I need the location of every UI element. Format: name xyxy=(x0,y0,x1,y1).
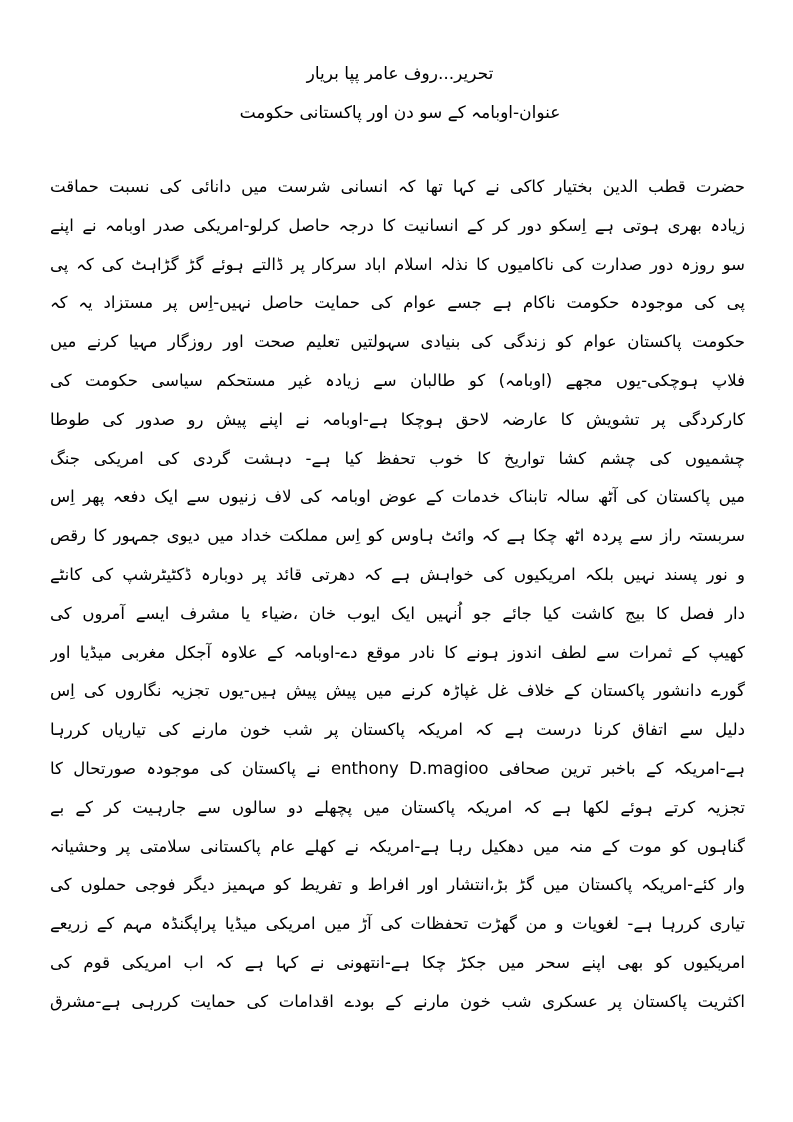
body-line-4: پی کی موجودہ حکومت ناکام ہے جسے عوام کی حمایت حاصل نہیں-اِس پر مستزاد یہ کہ xyxy=(50,293,745,313)
body-line-15: دلیل سے اتفاق کرنا درست ہے کہ امریکہ پاکستان پر شب خون مارنے کی تیاریاں کررہا xyxy=(50,720,745,740)
body-line-10: سربستہ راز سے پردہ اٹھ چکا ہے کہ وائٹ ہاوس کو اِس مملکت خداد میں دیوی جمہور کا رقص xyxy=(50,526,745,546)
body-line-11: و نور پسند نہیں بلکہ امریکیوں کی خواہش ہے کہ دھرتی قائد پر دوبارہ ڈکٹیٹرشپ کی کانٹے xyxy=(50,564,745,584)
author-line: تحریر...روف عامر پپا بریار xyxy=(306,64,494,84)
body-line-19: وار کئے-امریکہ پاکستان میں گڑ بڑ،انتشار اور افراط و تفریط کو مہمیز دیگر فوجی حملوں کی xyxy=(50,875,745,895)
body-line-17: تجزیہ کرتے ہوئے لکھا ہے کہ امریکہ پاکستان میں پچھلے دو سالوں سے جارہیت کر کے بے xyxy=(50,797,745,817)
body-line-13: کھیپ کے ثمرات سے لطف اندوز ہونے کا نادر موقع دے-اوبامہ کے علاوہ آجکل مغربی میڈیا اور xyxy=(50,642,745,662)
body-line-22: اکثریت پاکستان پر عسکری شب خون مارنے کے بودے اقدامات کی حمایت کررہی ہے-مشرق xyxy=(50,991,745,1011)
body-line-8: چشمیوں کی چشم کشا تواریخ کا خوب تحفظ کیا ہے- دہشت گردی کی امریکی جنگ xyxy=(50,448,745,468)
body-line-14: گورے دانشور پاکستان کے خلاف غل غپاڑہ کرنے میں پیش پیش ہیں-یوں تجزیہ نگاروں کی اِس xyxy=(50,681,745,701)
body-line-6: فلاپ ہوچکی-یوں مجھے (اوبامہ) کو طالبان سے زیادہ غیر مستحکم سیاسی حکومت کی xyxy=(50,370,745,390)
body-line-16: ہے-امریکہ کے باخبر ترین صحافی enthony D.magioo نے پاکستان کی موجودہ صورتحال کا xyxy=(50,758,745,778)
body-line-7: کارکردگی پر تشویش کا عارضہ لاحق ہوچکا ہے-اوبامہ نے اپنے پیش رو صدور کی طوطا xyxy=(50,409,745,429)
body-line-2: زیادہ بھری ہوتی ہے اِسکو دور کر کے انسانیت کا درجہ حاصل کرلو-امریکی صدر اوبامہ نے اپنے xyxy=(50,215,745,235)
body-line-3: سو روزہ دور صدارت کی ناکامیوں کا نذلہ اسلام اباد سرکار پر ڈالتے ہوئے گڑ گڑاہٹ کی کہ پی xyxy=(50,254,745,274)
body-line-12: دار فصل کا بیج کاشت کیا جائے جو اُنہیں ایک ایوب خان ،ضیاء یا مشرف ایسے آمروں کی xyxy=(50,603,745,623)
body-line-20: تیاری کررہا ہے- لغویات و من گھڑت تحفظات کی آڑ میں امریکی میڈیا پراپگنڈہ مہم کے زریعے xyxy=(50,914,745,934)
body-line-5: حکومت پاکستان عوام کو زندگی کی بنیادی سہولتیں تعلیم صحت اور روزگار مہیا کرنے میں xyxy=(50,332,745,352)
body-line-21: امریکیوں کو بھی اپنے سحر میں جکڑ چکا ہے-انتھونی نے کہا ہے کہ اب امریکی قوم کی xyxy=(50,952,745,972)
body-line-18: گناہوں کو موت کے منہ میں دھکیل رہا ہے-امریکہ نے کھلے عام پاکستانی سلامتی پر وحشیانہ xyxy=(50,836,745,856)
article-body xyxy=(50,168,745,1022)
article-title: عنوان-اوبامہ کے سو دن اور پاکستانی حکومت xyxy=(239,103,561,123)
body-line-9: میں پاکستان کی آٹھ سالہ تابناک خدمات کے عوض اوبامہ کی لاف زنیوں سے ایک دفعہ پھر اِس xyxy=(50,487,745,507)
body-line-1: حضرت قطب الدین بختیار کاکی نے کہا تھا کہ انسانی شرست میں دانائی کی نسبت حماقت xyxy=(50,177,745,196)
